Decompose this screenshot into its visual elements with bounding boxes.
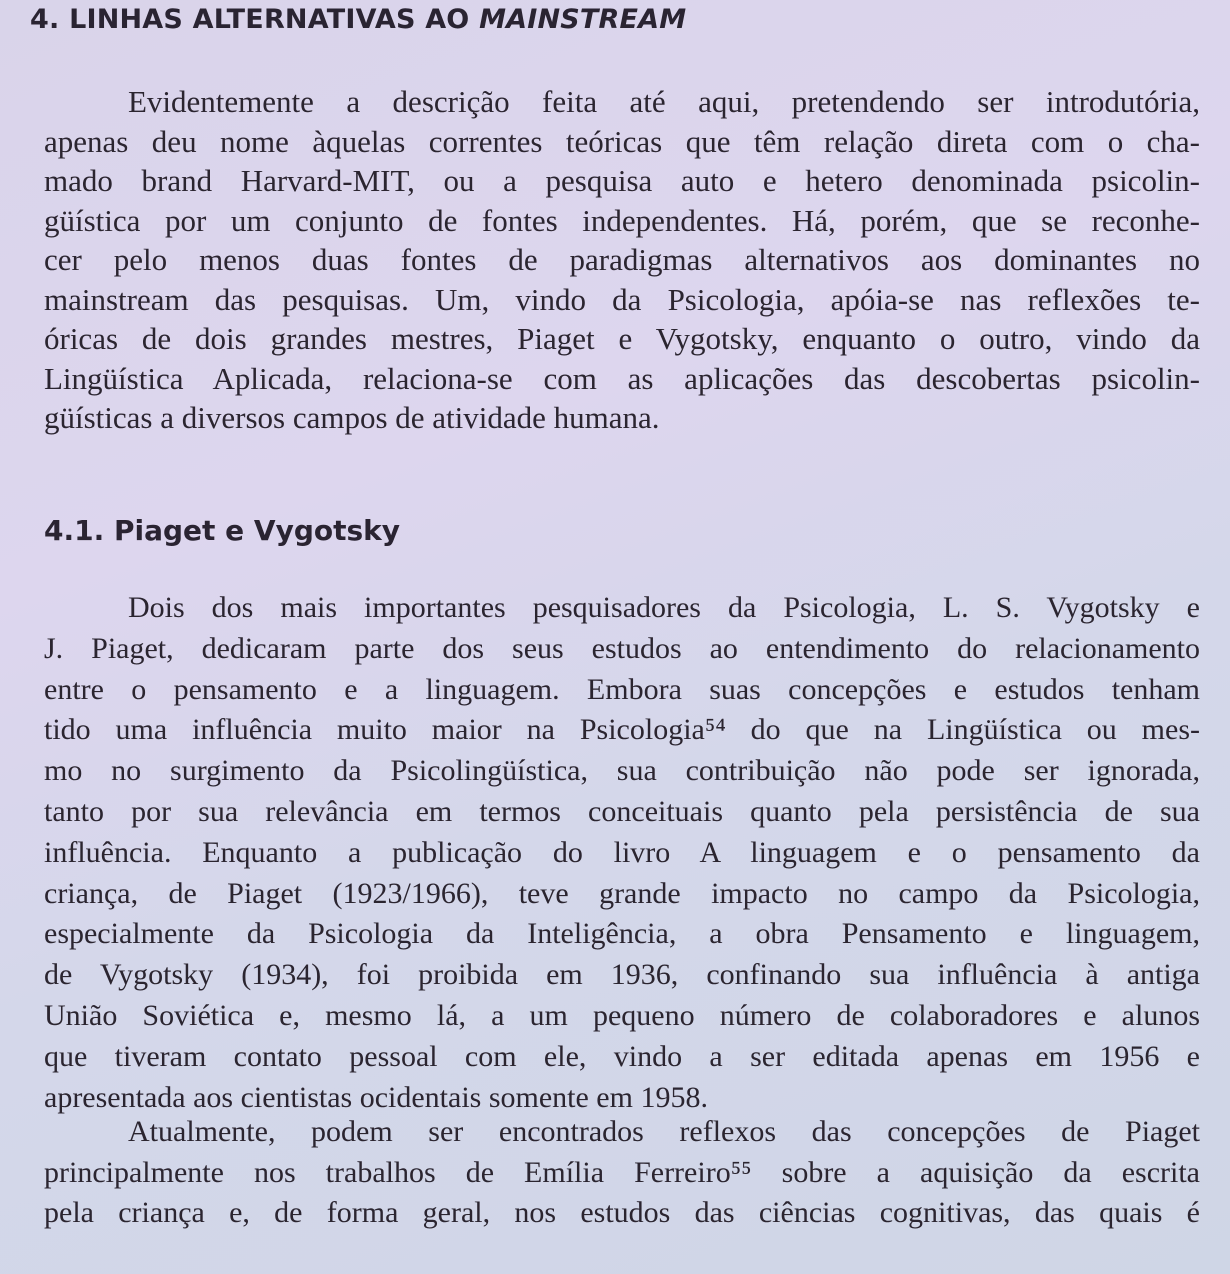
paragraph-line: apenas deu nome àquelas correntes teóricas que têm relação direta com o cha- xyxy=(44,123,1200,159)
paragraph-line: güística por um conjunto de fontes independentes. Há, porém, que se reconhe- xyxy=(44,202,1200,238)
paragraph-line: apresentada aos cientistas ocidentais somente em 1958. xyxy=(44,1080,708,1114)
paragraph-line: mo no surgimento da Psicolingüística, sua contribuição não pode ser ignorada, xyxy=(44,754,1200,788)
paragraph-1 xyxy=(44,82,1200,438)
paragraph-line: tanto por sua relevância em termos conceituais quanto pela persistência de sua xyxy=(44,794,1200,828)
paragraph-line: mado brand Harvard-MIT, ou a pesquisa auto e hetero denominada psicolin- xyxy=(44,163,1200,198)
section-number: 4. xyxy=(30,4,60,35)
paragraph-line: entre o pensamento e a linguagem. Embora suas concepções e estudos tenham xyxy=(44,672,1200,706)
paragraph-line: Evidentemente a descrição feita até aqui, pretendendo ser introdutória, xyxy=(128,84,1200,119)
paragraph-line: tido uma influência muito maior na Psicologia⁵⁴ do que na Lingüística ou mes- xyxy=(44,713,1200,747)
paragraph-3 xyxy=(44,1112,1200,1234)
section-title-emphasis: MAINSTREAM xyxy=(479,4,687,35)
paragraph-line: pela criança e, de forma geral, nos estudos das ciências cognitivas, das quais é xyxy=(44,1196,1200,1229)
paragraph-line: Dois dos mais importantes pesquisadores da Psicologia, L. S. Vygotsky e xyxy=(128,591,1200,624)
paragraph-line: especialmente da Psicologia da Inteligência, a obra Pensamento e linguagem, xyxy=(44,917,1200,951)
section-title: LINHAS ALTERNATIVAS AO xyxy=(69,4,470,35)
paragraph-line: Lingüística Aplicada, relaciona-se com as aplicações das descobertas psicolin- xyxy=(44,360,1200,396)
paragraph-line: que tiveram contato pessoal com ele, vindo a ser editada apenas em 1956 e xyxy=(44,1039,1200,1073)
paragraph-line: J. Piaget, dedicaram parte dos seus estudos ao entendimento do relacionamento xyxy=(44,631,1200,665)
paragraph-2 xyxy=(44,588,1200,1118)
paragraph-line: Atualmente, podem ser encontrados reflexos das concepções de Piaget xyxy=(128,1115,1200,1148)
paragraph-line: mainstream das pesquisas. Um, vindo da Psicologia, apóia-se nas reflexões te- xyxy=(44,281,1200,317)
paragraph-line: principalmente nos trabalhos de Emília Ferreiro⁵⁵ sobre a aquisição da escrita xyxy=(44,1155,1200,1189)
paragraph-line: União Soviética e, mesmo lá, a um pequeno número de colaboradores e alunos xyxy=(44,998,1200,1032)
paragraph-line: óricas de dois grandes mestres, Piaget e Vygotsky, enquanto o outro, vindo da xyxy=(44,321,1200,356)
subsection-heading: 4.1. Piaget e Vygotsky xyxy=(44,514,401,547)
paragraph-line: de Vygotsky (1934), foi proibida em 1936, confinando sua influência à antiga xyxy=(44,958,1200,992)
paragraph-line: criança, de Piaget (1923/1966), teve grande impacto no campo da Psicologia, xyxy=(44,876,1200,910)
section-heading xyxy=(30,4,686,35)
paragraph-line: influência. Enquanto a publicação do livro A linguagem e o pensamento da xyxy=(44,835,1200,869)
paragraph-line: cer pelo menos duas fontes de paradigmas alternativos aos dominantes no xyxy=(44,242,1200,277)
paragraph-line: güísticas a diversos campos de atividade humana. xyxy=(44,400,660,435)
